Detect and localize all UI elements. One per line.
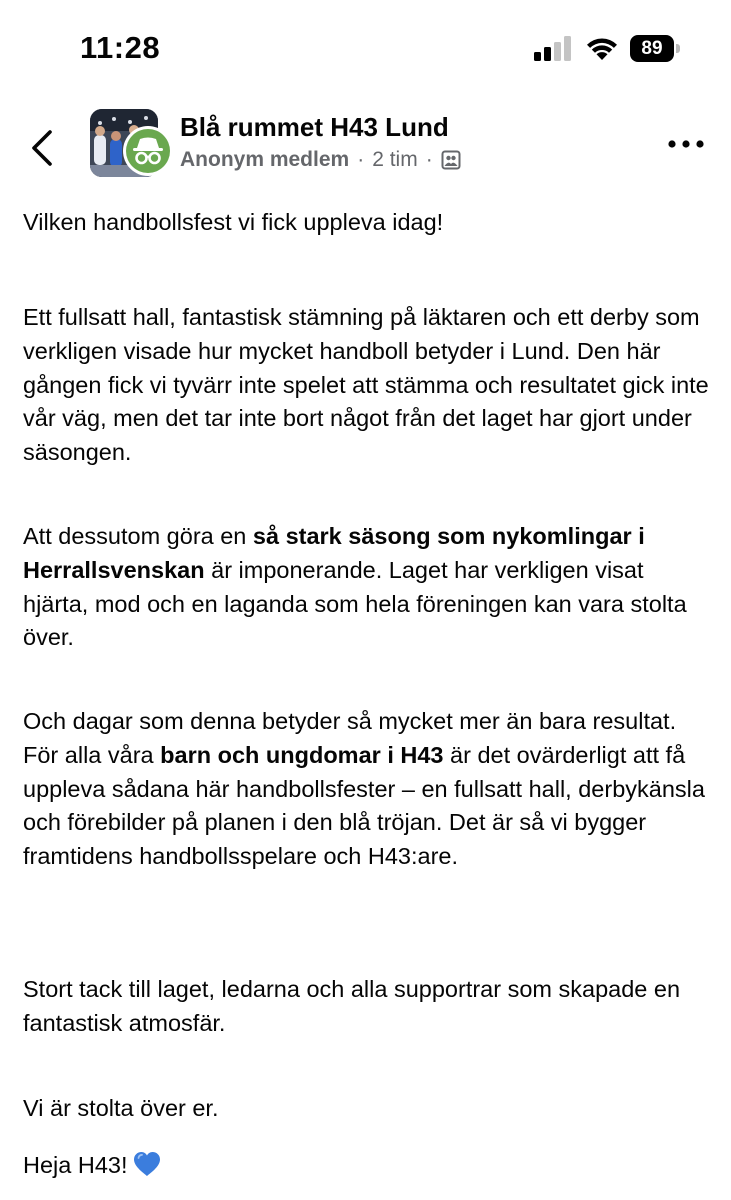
post-text: är det ovärderligt att få uppleva sådana här handbollsfester – en fullsatt hall, derbykänsla och förebilder på planen i den blå tröjan. Det är så vi bygger framtidens handbollsspelare och H43:are. bbox=[23, 741, 705, 870]
status-time: 11:28 bbox=[80, 30, 161, 65]
author-name[interactable]: Anonym medlem bbox=[180, 148, 350, 171]
more-dots-icon[interactable] bbox=[666, 136, 706, 152]
battery-indicator bbox=[630, 35, 680, 62]
post-text: Att dessutom göra en bbox=[23, 523, 253, 549]
post-bold-text: så stark säsong som nykomlingar i Herrallsvenskan bbox=[23, 523, 645, 583]
post-bold-text: barn och ungdomar i H43 bbox=[160, 741, 444, 768]
post-paragraph bbox=[23, 520, 713, 655]
post-paragraph: Ett fullsatt hall, fantastisk stämning på läktaren och ett derby som verkligen visade hur mycket handboll betyder i Lund. Den här gången fick vi tyvärr inte spelet att stämma och resultatet gick inte vår väg, men det tar inte bort något från det laget har gjort under säsongen. bbox=[23, 304, 709, 466]
post-paragraph bbox=[23, 705, 713, 874]
incognito-icon bbox=[126, 129, 170, 173]
post-paragraph: Vi är stolta över er. bbox=[23, 1095, 219, 1121]
post-text: Heja H43! bbox=[23, 1152, 128, 1178]
post-header bbox=[0, 98, 731, 190]
group-name[interactable]: Blå rummet H43 Lund bbox=[180, 112, 449, 142]
status-bar bbox=[0, 0, 731, 98]
post-paragraph bbox=[23, 1149, 713, 1183]
post-paragraph: Stort tack till laget, ledarna och alla supportrar som skapade en fantastisk atmosfär. bbox=[23, 976, 681, 1036]
group-audience-icon bbox=[441, 150, 461, 170]
post-text: är imponerande. Laget har verkligen visat hjärta, mod och en laganda som hela föreningen kan vara stolta över. bbox=[23, 556, 687, 651]
wifi-icon bbox=[584, 36, 620, 62]
meta-separator: · bbox=[357, 148, 365, 171]
post-meta bbox=[180, 148, 461, 172]
blue-heart-icon bbox=[132, 1150, 162, 1178]
back-button[interactable] bbox=[28, 128, 58, 168]
post-text: Och dagar som denna betyder så mycket mer än bara resultat. För alla våra bbox=[23, 708, 677, 768]
anonymous-badge bbox=[123, 126, 173, 176]
meta-separator: · bbox=[425, 148, 433, 171]
post-time[interactable]: 2 tim bbox=[372, 148, 418, 171]
post-paragraph: Vilken handbollsfest vi fick uppleva idag! bbox=[23, 209, 444, 235]
battery-level: 89 bbox=[641, 38, 663, 59]
cellular-signal-icon bbox=[534, 36, 572, 61]
